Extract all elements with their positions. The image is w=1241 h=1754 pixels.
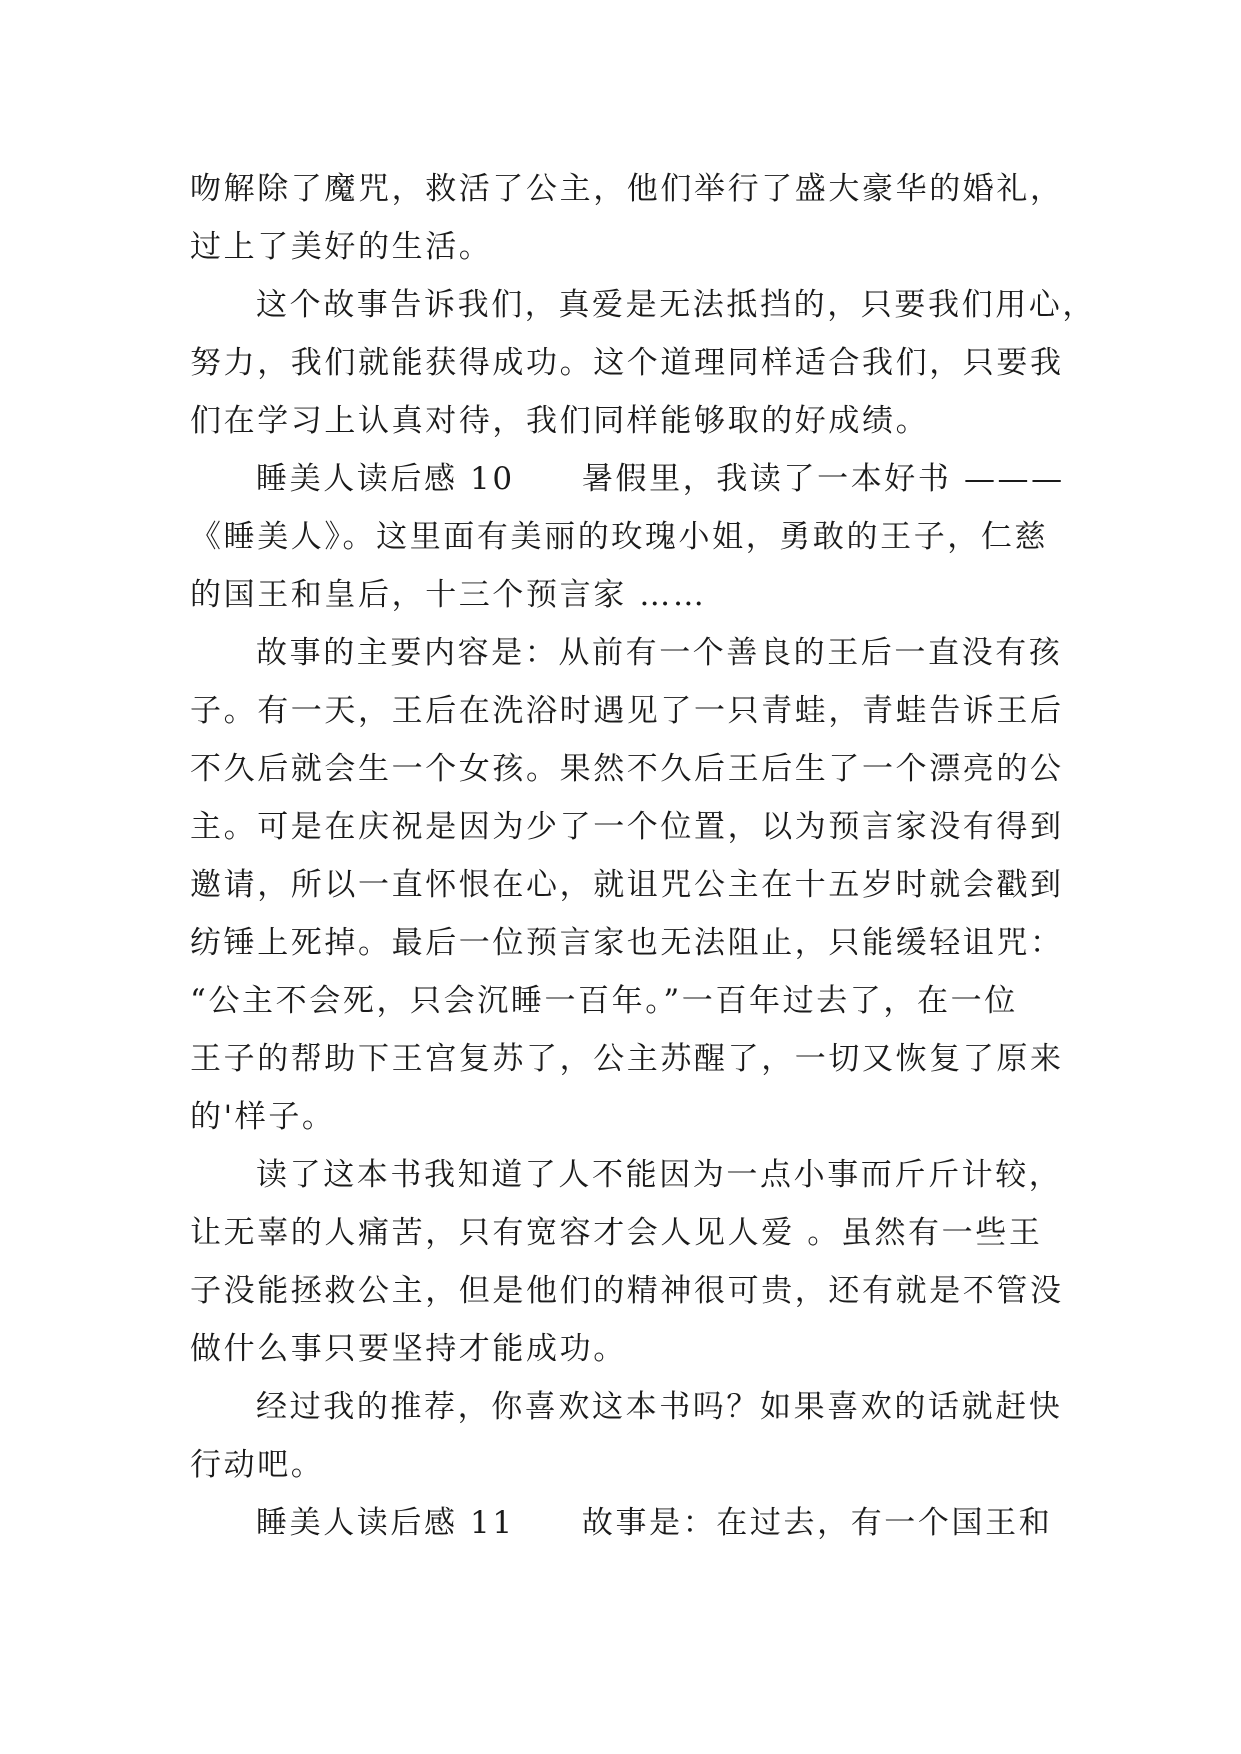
text-line: 邀请，所以一直怀恨在心，就诅咒公主在十五岁时就会戳到 bbox=[190, 867, 1064, 903]
text-line: 行动吧。 bbox=[190, 1447, 325, 1483]
text-line: 不久后就会生一个女孩。果然不久后王后生了一个漂亮的公 bbox=[190, 751, 1064, 787]
text-line: 努力，我们就能获得成功。这个道理同样适合我们，只要我 bbox=[190, 345, 1064, 381]
text-line: 子没能拯救公主，但是他们的精神很可贵，还有就是不管没 bbox=[190, 1273, 1064, 1309]
text-line: 王子的帮助下王宫复苏了，公主苏醒了，一切又恢复了原来 bbox=[190, 1041, 1064, 1077]
text-line: 让无辜的人痛苦，只有宽容才会人见人爱 。虽然有一些王 bbox=[190, 1215, 1043, 1251]
text-line: 纺锤上死掉。最后一位预言家也无法阻止，只能缓轻诅咒： bbox=[190, 925, 1064, 961]
paragraph-2 bbox=[190, 276, 1096, 450]
paragraph-3 bbox=[190, 450, 1065, 624]
text-line: “公主不会死，只会沉睡一百年。”一百年过去了，在一位 bbox=[190, 983, 1018, 1019]
text-line: 睡美人读后感 10 暑假里，我读了一本好书 ——— bbox=[256, 461, 1065, 497]
paragraph-4 bbox=[190, 624, 1064, 1146]
text-line: 子。有一天，王后在洗浴时遇见了一只青蛙，青蛙告诉王后 bbox=[190, 693, 1064, 729]
text-line: 读了这本书我知道了人不能因为一点小事而斤斤计较， bbox=[256, 1157, 1063, 1193]
text-line: 吻解除了魔咒，救活了公主，他们举行了盛大豪华的婚礼， bbox=[190, 171, 1064, 207]
text-line: 经过我的推荐，你喜欢这本书吗？如果喜欢的话就赶快 bbox=[256, 1389, 1063, 1425]
text-line: 睡美人读后感 11 故事是：在过去，有一个国王和 bbox=[256, 1505, 1053, 1541]
paragraph-7 bbox=[190, 1494, 1052, 1552]
text-line: 们在学习上认真对待，我们同样能够取的好成绩。 bbox=[190, 403, 930, 439]
paragraph-5 bbox=[190, 1146, 1064, 1378]
text-line: 主。可是在庆祝是因为少了一个位置，以为预言家没有得到 bbox=[190, 809, 1064, 845]
text-line: 故事的主要内容是：从前有一个善良的王后一直没有孩 bbox=[256, 635, 1063, 671]
text-line: 的'样子。 bbox=[190, 1099, 336, 1135]
text-line: 的国王和皇后，十三个预言家 …… bbox=[190, 577, 707, 613]
document-body bbox=[190, 160, 1096, 1552]
text-line: 《睡美人》。这里面有美丽的玫瑰小姐，勇敢的王子，仁慈 bbox=[190, 519, 1049, 555]
paragraph-6 bbox=[190, 1378, 1063, 1494]
text-line: 过上了美好的生活。 bbox=[190, 229, 493, 265]
text-line: 这个故事告诉我们，真爱是无法抵挡的，只要我们用心， bbox=[256, 287, 1096, 323]
text-line: 做什么事只要坚持才能成功。 bbox=[190, 1331, 627, 1367]
paragraph-1 bbox=[190, 160, 1064, 276]
